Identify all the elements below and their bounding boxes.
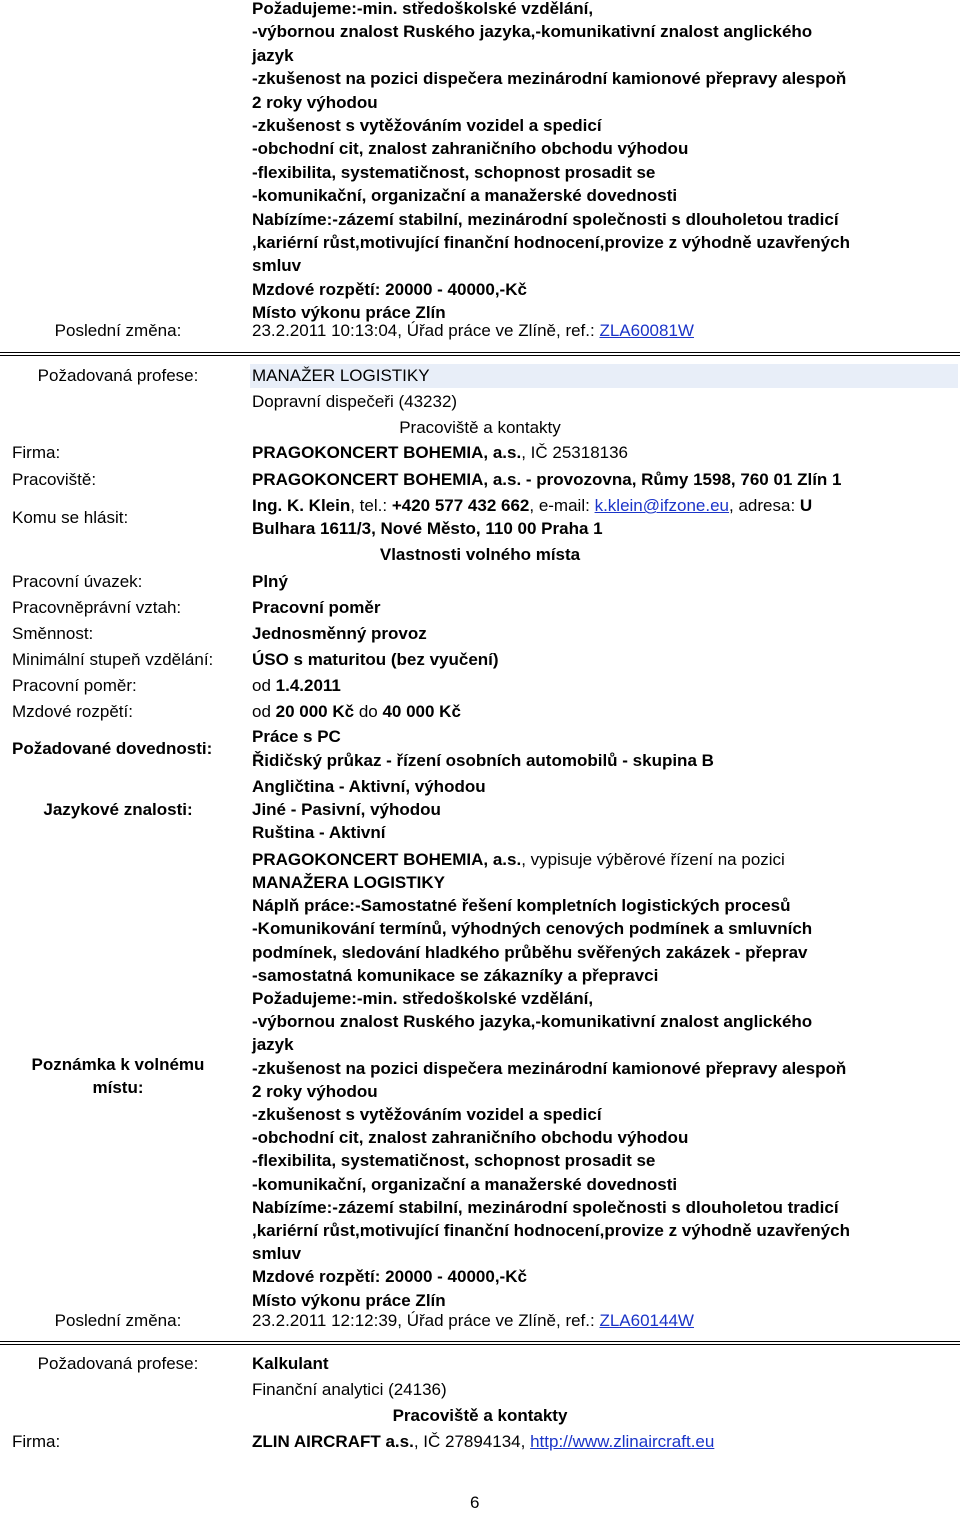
workplace-value: PRAGOKONCERT BOHEMIA, a.s. - provozovna, Růmy 1598, 760 01 Zlín 1 [252,470,842,489]
workplace-heading: Pracoviště a kontakty [399,418,561,437]
note-first-line: PRAGOKONCERT BOHEMIA, a.s., vypisuje výběrové řízení na pozici [252,850,785,869]
note-line: -obchodní cit, znalost zahraničního obchodu výhodou [252,1128,689,1148]
last-change-value: 23.2.2011 10:13:04, Úřad práce ve Zlíně, ref.: ZLA60081W [252,321,694,340]
uvazek-value: Plný [252,572,288,591]
smennost-value: Jednosměnný provoz [252,624,427,643]
vzdelani-label: Minimální stupeň vzdělání: [12,650,214,669]
note-line: podmínek, sledování hladkého průběhu svěřených zakázek - přeprav [252,942,808,962]
note-line: ,kariérní růst,motivující finanční hodnocení,provize z výhodně uzavřených [252,1221,850,1240]
profession-value: Kalkulant [252,1354,329,1373]
pomer-label: Pracovní poměr: [12,676,137,695]
vzdelani-value: ÚSO s maturitou (bez vyučení) [252,650,499,669]
note-line: Místo výkonu práce Zlín [252,1290,446,1310]
dovednosti-label: Požadované dovednosti: [12,739,213,758]
note-line: -komunikační, organizační a manažerské dovednosti [252,186,678,206]
note-line: -zkušenost s vytěžováním vozidel a spedicí [252,1105,602,1124]
note-line: jazyk [252,45,294,65]
divider [0,352,960,353]
mzda-value: od 20 000 Kč do 40 000 Kč [252,702,461,721]
note-line: -komunikační, organizační a manažerské dovednosti [252,1174,678,1194]
vztah-label: Pracovněprávní vztah: [12,598,182,617]
profession-label: Požadovaná profese: [37,366,199,385]
note-line: ,kariérní růst,motivující finanční hodnocení,provize z výhodně uzavřených [252,233,850,252]
note-line: Mzdové rozpětí: 20000 - 40000,-Kč [252,279,527,299]
note-line: -zkušenost na pozici dispečera mezinárodní kamionové přepravy alespoň [252,1058,847,1078]
note-line: -zkušenost na pozici dispečera mezinárodní kamionové přepravy alespoň [252,69,847,89]
jazyk-item: Angličtina - Aktivní, výhodou [252,777,486,796]
note-label: Poznámka k volnému [31,1055,205,1074]
note-line: Nabízíme:-zázemí stabilní, mezinárodní společnosti s dlouholetou tradicí [252,1197,839,1217]
note-line: jazyk [252,1035,294,1055]
note-line: Nabízíme:-zázemí stabilní, mezinárodní společnosti s dlouholetou tradicí [252,209,839,229]
note-line: -flexibilita, systematičnost, schopnost prosadit se [252,1151,656,1171]
last-change-label: Poslední změna: [54,321,182,340]
divider [0,1341,960,1342]
mzda-label: Mzdové rozpětí: [12,702,133,721]
note-line: Požadujeme:-min. středoškolské vzdělání, [252,0,594,18]
note-line: Mzdové rozpětí: 20000 - 40000,-Kč [252,1267,527,1287]
contact-line-2: Bulhara 1611/3, Nové Město, 110 00 Praha 1 [252,519,603,538]
contact-line-1: Ing. K. Klein, tel.: +420 577 432 662, e-mail: k.klein@ifzone.eu, adresa: U [252,496,813,515]
page-number: 6 [470,1493,480,1512]
note-line: -flexibilita, systematičnost, schopnost prosadit se [252,162,656,182]
profession-value: MANAŽER LOGISTIKY [252,366,430,385]
note-line: -výbornou znalost Ruského jazyka,-komunikativní znalost anglického [252,1012,813,1032]
last-change-value: 23.2.2011 12:12:39, Úřad práce ve Zlíně, ref.: ZLA60144W [252,1311,694,1330]
note-line: -samostatná komunikace se zákazníky a přepravci [252,965,659,985]
uvazek-label: Pracovní úvazek: [12,572,143,591]
smennost-label: Směnnost: [12,624,94,643]
jazyk-item: Jiné - Pasivní, výhodou [252,800,441,819]
vztah-value: Pracovní poměr [252,598,381,617]
category-value: Dopravní dispečeři (43232) [252,392,458,411]
dovednost-item: Řidičský průkaz - řízení osobních automobilů - skupina B [252,751,714,770]
note-line: -obchodní cit, znalost zahraničního obchodu výhodou [252,139,689,159]
note-line: Místo výkonu práce Zlín [252,303,446,323]
ref-link-zla60144w[interactable]: ZLA60144W [599,1311,694,1330]
last-change-label: Poslední změna: [54,1311,182,1330]
note-line: MANAŽERA LOGISTIKY [252,873,445,892]
note-line: Požadujeme:-min. středoškolské vzdělání, [252,989,594,1008]
note-line: -Komunikování termínů, výhodných cenových podmínek a smluvních [252,919,813,939]
profession-label: Požadovaná profese: [37,1354,199,1373]
category-value: Finanční analytici (24136) [252,1380,447,1399]
jazyky-label: Jazykové znalosti: [43,800,193,819]
firm-value: ZLIN AIRCRAFT a.s., IČ 27894134, http://www.zlinaircraft.eu [252,1432,715,1451]
jazyk-item: Ruština - Aktivní [252,823,386,842]
dovednost-item: Práce s PC [252,727,341,746]
firm-label: Firma: [12,1432,61,1451]
firm-label: Firma: [12,443,61,462]
divider [0,355,960,356]
divider [0,1344,960,1345]
contact-label: Komu se hlásit: [12,508,129,527]
note-line: 2 roky výhodou [252,92,378,112]
note-label: místu: [92,1078,144,1097]
firm-value: PRAGOKONCERT BOHEMIA, a.s., IČ 25318136 [252,443,629,462]
note-line: smluv [252,1244,302,1264]
props-heading: Vlastnosti volného místa [379,545,581,564]
firm-website-link[interactable]: http://www.zlinaircraft.eu [530,1432,715,1451]
email-link[interactable]: k.klein@ifzone.eu [594,496,730,515]
ref-link-zla60081w[interactable]: ZLA60081W [599,321,694,340]
note-line: smluv [252,256,302,276]
workplace-heading: Pracoviště a kontakty [392,1406,568,1425]
workplace-label: Pracoviště: [12,470,97,489]
note-line: -zkušenost s vytěžováním vozidel a spedicí [252,116,602,135]
pomer-value: od 1.4.2011 [252,676,341,695]
note-line: -výbornou znalost Ruského jazyka,-komunikativní znalost anglického [252,22,813,42]
note-line: 2 roky výhodou [252,1081,378,1101]
note-line: Náplň práce:-Samostatné řešení kompletních logistických procesů [252,896,791,916]
